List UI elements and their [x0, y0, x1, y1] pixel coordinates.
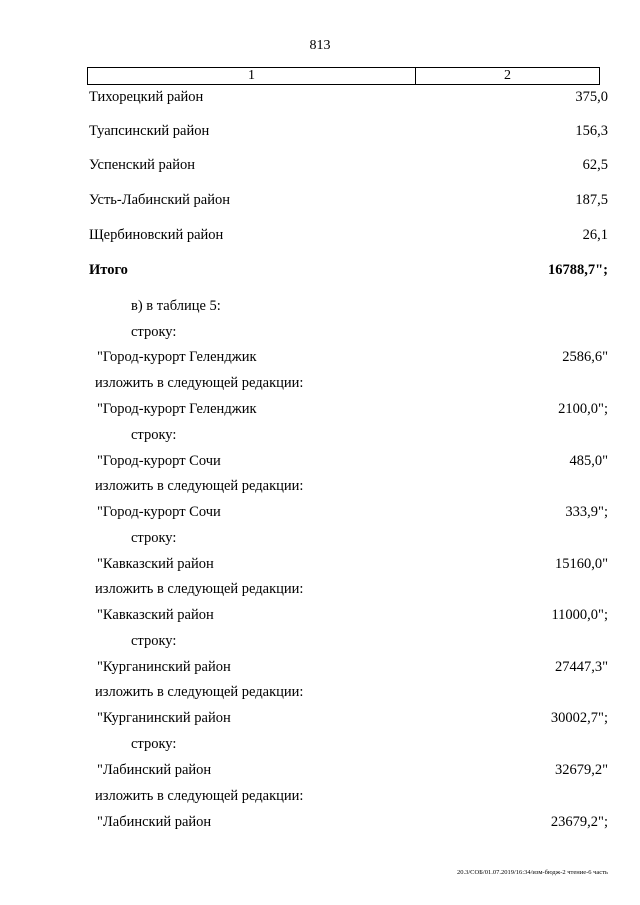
list-item [0, 322, 640, 342]
amendment-label: "Город-курорт Геленджик [97, 401, 257, 417]
list-item [0, 502, 640, 522]
amendment-label: изложить в следующей редакции: [95, 478, 304, 494]
list-item [0, 347, 640, 367]
amendment-label: строку: [131, 736, 177, 752]
list-item [0, 373, 640, 393]
table-row [0, 87, 640, 107]
amendment-label: "Кавказский район [97, 556, 214, 572]
amendment-label: изложить в следующей редакции: [95, 375, 304, 391]
row-value: 26,1 [582, 227, 608, 243]
table-row [0, 121, 640, 141]
row-value: 62,5 [582, 157, 608, 173]
list-item [0, 631, 640, 651]
row-label: Усть-Лабинский район [89, 192, 230, 208]
list-item [0, 760, 640, 780]
list-item [0, 425, 640, 445]
row-label: Щербиновский район [89, 227, 224, 243]
row-value: 375,0 [575, 89, 608, 105]
amendment-value: 32679,2" [554, 762, 608, 778]
amendment-label: строку: [131, 427, 177, 443]
footer-metadata: 20.3/СОБ/01.07.2019/16:34/изм-бюдж-2 чтение-6 часть [456, 869, 608, 876]
list-item [0, 528, 640, 548]
amendment-label: "Курганинский район [97, 710, 231, 726]
row-label: Тихорецкий район [89, 89, 204, 105]
amendment-label: строку: [131, 633, 177, 649]
list-item [0, 579, 640, 599]
list-item [0, 657, 640, 677]
amendment-label: строку: [131, 324, 177, 340]
row-label: Успенский район [89, 157, 195, 173]
table-row [0, 155, 640, 175]
amendment-label: строку: [131, 530, 177, 546]
page-number: 813 [309, 38, 331, 53]
amendment-value: 15160,0" [554, 556, 608, 572]
list-item [0, 399, 640, 419]
amendment-label: изложить в следующей редакции: [95, 788, 304, 804]
row-value: 156,3 [575, 123, 608, 139]
list-item [0, 296, 640, 316]
total-value: 16788,7"; [547, 262, 608, 278]
amendment-label: в) в таблице 5: [131, 298, 221, 314]
amendment-label: "Город-курорт Сочи [97, 504, 221, 520]
amendment-label: "Город-курорт Геленджик [97, 349, 257, 365]
amendment-label: "Город-курорт Сочи [97, 453, 221, 469]
list-item [0, 786, 640, 806]
table-row [0, 190, 640, 210]
table-header-col-1: 1 [88, 68, 416, 84]
amendment-value: 333,9"; [565, 504, 608, 520]
list-item [0, 554, 640, 574]
row-label: Туапсинский район [89, 123, 210, 139]
amendment-value: 23679,2"; [550, 814, 608, 830]
list-item [0, 476, 640, 496]
amendment-label: "Лабинский район [97, 762, 212, 778]
amendment-value: 27447,3" [554, 659, 608, 675]
amendment-label: "Курганинский район [97, 659, 231, 675]
row-value: 187,5 [575, 192, 608, 208]
amendment-label: изложить в следующей редакции: [95, 684, 304, 700]
total-row [0, 260, 640, 280]
amendment-label: изложить в следующей редакции: [95, 581, 304, 597]
table-header-col-2: 2 [504, 68, 511, 83]
table-header [87, 67, 600, 85]
amendment-value: 2100,0"; [558, 401, 608, 417]
amendment-label: "Кавказский район [97, 607, 214, 623]
list-item [0, 708, 640, 728]
amendment-value: 30002,7"; [550, 710, 608, 726]
total-label: Итого [89, 262, 128, 278]
table-row [0, 225, 640, 245]
amendment-value: 2586,6" [562, 349, 608, 365]
list-item [0, 682, 640, 702]
list-item [0, 605, 640, 625]
amendment-label: "Лабинский район [97, 814, 212, 830]
amendment-value: 485,0" [569, 453, 608, 469]
list-item [0, 812, 640, 832]
list-item [0, 451, 640, 471]
list-item [0, 734, 640, 754]
amendment-value: 11000,0"; [551, 607, 608, 623]
